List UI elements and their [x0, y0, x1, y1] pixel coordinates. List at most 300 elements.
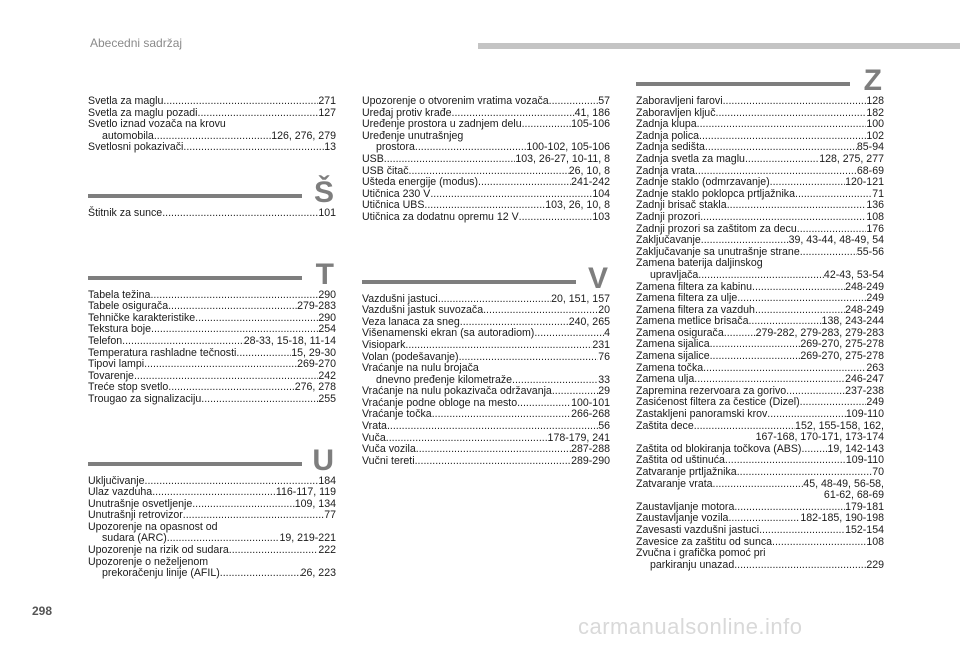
index-entry	[88, 301, 336, 313]
letter-rule	[88, 276, 302, 280]
entry-text: Utičnica za dodatnu opremu 12 V	[362, 210, 519, 223]
index-entry	[88, 142, 336, 154]
dot-leader	[737, 467, 873, 479]
entry-text: Zaustavljanje vozila	[636, 512, 729, 525]
entry-pages: 231	[592, 338, 610, 351]
entry-pages: 182-185, 190-198	[800, 512, 884, 525]
page-number: 298	[32, 604, 53, 618]
entry-text: Upozorenje o otvorenim vratima vozača	[362, 95, 549, 107]
entry-pages: 246-247	[845, 373, 884, 386]
entry-text: Zamena točka	[636, 361, 704, 374]
index-entry	[362, 177, 610, 189]
entry-text-continued: automobila	[102, 129, 154, 142]
entry-text: Trougao za signalizaciju	[88, 392, 202, 405]
entry-text: Svetla za maglu	[88, 95, 164, 107]
index-entry	[636, 479, 884, 502]
entry-pages: 152, 155-158, 162,	[795, 419, 884, 432]
entry-pages: 103, 26, 10, 8	[545, 199, 610, 212]
dot-leader	[759, 525, 845, 537]
entry-pages: 108	[866, 210, 884, 223]
index-entry	[636, 467, 884, 479]
entry-pages: 176	[866, 222, 884, 235]
entry-pages: 254	[318, 323, 336, 336]
entry-text: Zamena metlice brisača	[636, 315, 749, 328]
entry-pages: 109, 134	[294, 497, 336, 510]
entry-text: Uključivanje	[88, 474, 145, 487]
entry-pages: 120-121	[845, 176, 884, 189]
letter-header	[636, 56, 884, 96]
entry-pages: 271	[318, 95, 336, 107]
entry-text: Zadnja vrata	[636, 164, 695, 177]
entry-text: Zadnje staklo (odmrzavanje)	[636, 176, 770, 189]
letter-header	[362, 254, 610, 294]
entry-text: Zamena filtera za kabinu	[636, 280, 753, 293]
entry-text: Štitnik za sunce	[88, 206, 163, 219]
entry-text: Zamena filtera za ulje	[636, 292, 738, 305]
index-entry	[362, 154, 610, 166]
entry-text: Zvučna i grafička pomoć pri	[636, 547, 766, 560]
entry-text: Svetlosni pokazivači	[88, 141, 184, 154]
index-entry	[88, 208, 336, 220]
letter-rule	[88, 462, 302, 466]
entry-text: Unutrašnji retrovizor	[88, 509, 183, 522]
entry-pages: 128	[866, 95, 884, 107]
entry-pages: 108	[866, 535, 884, 548]
dot-leader	[168, 301, 297, 313]
entry-pages: 100-101	[571, 396, 610, 409]
entry-text: Unutrašnje osvetljenje	[88, 497, 193, 510]
letter-rule	[88, 194, 302, 198]
entry-pages: 19, 142-143	[827, 442, 884, 455]
entry-pages: 229	[866, 558, 884, 571]
dot-leader	[236, 348, 291, 360]
index-section	[362, 96, 610, 224]
entry-pages: 45, 48-49, 56-58,	[803, 477, 884, 490]
entry-text: Zaključavanje sa unutrašnje strane	[636, 245, 800, 258]
dot-leader	[767, 409, 846, 421]
entry-text: Zadnja sedišta	[636, 141, 705, 154]
dot-leader	[192, 499, 295, 511]
index-entry	[636, 258, 884, 281]
entry-text: Zaštita dece	[636, 419, 694, 432]
entry-pages: 269-270	[297, 358, 336, 371]
index-entry	[636, 235, 884, 247]
entry-text: Zamena ulja	[636, 373, 695, 386]
entry-pages: 103	[592, 210, 610, 223]
entry-list	[88, 208, 336, 220]
dot-leader	[725, 455, 846, 467]
dot-leader	[459, 352, 599, 364]
dot-leader	[201, 394, 318, 406]
section-letter: T	[315, 257, 334, 291]
dot-leader	[195, 313, 318, 325]
index-entry	[88, 394, 336, 406]
entry-pages: 20, 151, 157	[551, 292, 610, 305]
entry-list	[362, 96, 610, 224]
dot-leader	[432, 409, 571, 421]
index-section	[362, 254, 610, 468]
entry-list	[636, 96, 884, 571]
index-entry	[362, 409, 610, 421]
entry-text: Zavesasti vazdušni jastuci	[636, 523, 760, 536]
entry-pages: 105-106	[571, 118, 610, 131]
dot-leader	[549, 96, 599, 108]
entry-text: Volan (podešavanje)	[362, 350, 459, 363]
index-entry	[636, 154, 884, 166]
dot-leader	[752, 282, 845, 294]
entry-pages: 279-282, 279-283, 279-283	[755, 326, 884, 339]
index-entry	[88, 336, 336, 348]
index-entry	[88, 487, 336, 499]
index-entry	[362, 212, 610, 224]
entry-pages: 241-242	[571, 176, 610, 189]
entry-list	[88, 290, 336, 406]
entry-pages: 42-43, 53-54	[823, 268, 884, 281]
entry-pages: 240, 265	[568, 315, 610, 328]
dot-leader	[405, 340, 592, 352]
entry-text: Zamena baterija daljinskog	[636, 257, 763, 270]
section-letter: Z	[863, 64, 882, 97]
index-entry	[362, 340, 610, 352]
index-entry	[636, 177, 884, 189]
entry-text: Temperatura rashladne tečnosti	[88, 346, 237, 359]
letter-header	[88, 250, 336, 290]
entry-text: Vuča vozila	[362, 443, 416, 456]
dot-leader	[415, 456, 572, 468]
section-letter: U	[312, 443, 334, 477]
letter-header	[88, 436, 336, 476]
entry-text: Zamena osigurača	[636, 326, 724, 339]
dot-leader	[727, 200, 867, 212]
entry-pages: 55-56	[856, 245, 884, 258]
entry-text: Upozorenje na opasnost od	[88, 520, 218, 533]
entry-text: Tabele osigurača	[88, 300, 169, 313]
entry-text: Vraćanje točka	[362, 408, 432, 421]
dot-leader	[517, 398, 571, 410]
entry-text: Zadnji prozori	[636, 210, 701, 223]
entry-list	[88, 476, 336, 580]
dot-leader	[122, 336, 244, 348]
entry-text: Zadnji prozori sa zaštitom za decu	[636, 222, 797, 235]
entry-text-continued: prostora	[376, 141, 415, 154]
dot-leader	[724, 328, 756, 340]
dot-leader	[522, 119, 572, 131]
index-column-2	[362, 96, 610, 467]
entry-text: Zamena sijalica	[636, 338, 710, 351]
dot-leader	[800, 247, 857, 259]
letter-rule	[362, 280, 576, 284]
header-title: Abecedni sadržaj	[90, 36, 183, 50]
dot-leader	[229, 545, 319, 557]
dot-leader	[713, 479, 804, 491]
index-entry	[88, 119, 336, 142]
entry-pages: 33	[598, 373, 610, 386]
entry-pages: 109-110	[845, 408, 884, 421]
entry-text: Vazdušni jastuci	[362, 292, 438, 305]
entry-text-continued: prekoračenju linije (AFIL)	[102, 567, 220, 580]
entry-pages: 179-181	[845, 500, 884, 513]
entry-pages: 279-283	[297, 300, 336, 313]
dot-leader	[710, 351, 801, 363]
dot-leader	[150, 290, 318, 302]
index-column-3	[636, 56, 884, 571]
entry-text: Tovarenje	[88, 369, 134, 382]
dot-leader	[699, 131, 866, 143]
entry-pages: 26, 10, 8	[568, 164, 610, 177]
index-entry	[88, 545, 336, 557]
entry-text: Zaštita od blokiranja točkova (ABS)	[636, 442, 802, 455]
dot-leader	[723, 96, 867, 108]
entry-text: Uređenje prostora u zadnjem delu	[362, 118, 522, 131]
entry-pages: 13	[324, 141, 336, 154]
index-section	[88, 168, 336, 220]
entry-pages: 39, 43-44, 48-49, 54	[788, 234, 884, 247]
entry-pages: 237-238	[845, 384, 884, 397]
section-letter: V	[587, 261, 608, 295]
index-column-1	[88, 96, 336, 580]
index-entry	[362, 456, 610, 468]
entry-pages: 136	[866, 199, 884, 212]
entry-text: Svetla za maglu pozadi	[88, 106, 198, 119]
index-section	[88, 436, 336, 580]
entry-text: USB čitač	[362, 164, 409, 177]
entry-pages: 103, 26-27, 10-11, 8	[515, 152, 610, 165]
dot-leader	[152, 487, 276, 499]
index-section	[636, 56, 884, 571]
entry-text: Tipovi lampi	[88, 358, 145, 371]
entry-pages-continued: 167-168, 170-171, 173-174	[755, 431, 884, 444]
index-entry	[88, 557, 336, 580]
entry-text: USB	[362, 152, 384, 165]
entry-pages: 269-270, 275-278	[800, 338, 884, 351]
entry-pages: 104	[592, 187, 610, 200]
entry-text: Zamena sijalice	[636, 350, 710, 363]
index-section	[88, 250, 336, 406]
entry-pages: 287-288	[571, 443, 610, 456]
entry-pages: 28-33, 15-18, 11-14	[243, 334, 336, 347]
dot-leader	[415, 142, 526, 154]
entry-text-continued: parkiranju unazad	[650, 558, 735, 571]
index-entry	[362, 131, 610, 154]
entry-text: Zapremina rezervoara za gorivo	[636, 384, 787, 397]
entry-pages: 127	[318, 106, 336, 119]
dot-leader	[483, 305, 598, 317]
entry-text: Upozorenje o neželjenom	[88, 555, 209, 568]
entry-pages: 19, 219-221	[279, 532, 336, 545]
entry-text: Zamena filtera za vazduh	[636, 303, 755, 316]
entry-text: Višenamenski ekran (sa autoradiom)	[362, 327, 535, 340]
entry-text: Telefon	[88, 334, 123, 347]
entry-text: Zadnja svetla za maglu	[636, 152, 745, 165]
entry-text: Zaključavanje	[636, 234, 701, 247]
dot-leader	[163, 96, 318, 108]
entry-text: Veza lanaca za sneg	[362, 315, 460, 328]
entry-text: Zaboravljen ključ	[636, 106, 716, 119]
entry-text: Zastakljeni panoramski krov	[636, 408, 768, 421]
dot-leader	[384, 154, 516, 166]
index-entry	[362, 421, 610, 433]
entry-pages: 57	[598, 95, 610, 107]
section-letter: Š	[313, 175, 334, 209]
entry-pages: 242	[318, 369, 336, 382]
entry-text: Vučni tereti	[362, 454, 415, 467]
entry-text: Zadnja polica	[636, 129, 700, 142]
entry-pages: 184	[318, 474, 336, 487]
index-entry	[636, 548, 884, 571]
index-entry	[636, 351, 884, 363]
entry-pages: 101	[318, 206, 336, 219]
entry-pages: 249	[866, 292, 884, 305]
entry-pages: 248-249	[845, 280, 884, 293]
dot-leader	[387, 421, 598, 433]
entry-pages: 76	[598, 350, 610, 363]
dot-leader	[795, 189, 872, 201]
entry-pages: 85-94	[856, 141, 884, 154]
entry-text: Tehničke karakteristike	[88, 311, 196, 324]
letter-header	[88, 168, 336, 208]
entry-text: Vuča	[362, 431, 386, 444]
entry-pages: 138, 243-244	[821, 315, 884, 328]
entry-pages: 182	[866, 106, 884, 119]
entry-pages: 290	[318, 311, 336, 324]
dot-leader	[801, 444, 827, 456]
entry-text: Vrata	[362, 420, 387, 433]
index-entry	[88, 522, 336, 545]
entry-pages: 266-268	[571, 408, 610, 421]
index-entry	[636, 293, 884, 305]
index-entry	[362, 96, 610, 108]
dot-leader	[716, 108, 867, 120]
entry-pages: 4	[604, 327, 610, 340]
entry-text: Utičnica UBS	[362, 199, 425, 212]
entry-text: Uređaj protiv krađe	[362, 106, 452, 119]
entry-text: Zaustavljanje motora	[636, 500, 735, 513]
entry-list	[362, 294, 610, 468]
entry-text: Vraćanje na nulu pokazivača održavanja	[362, 385, 552, 398]
entry-pages: 276, 278	[294, 381, 336, 394]
entry-text: Visiopark	[362, 338, 406, 351]
entry-text: Tekstura boje	[88, 323, 152, 336]
entry-text: Zadnje staklo poklopca prtljažnika	[636, 187, 795, 200]
entry-pages: 249	[866, 396, 884, 409]
entry-text: Zaštita od uštinuća	[636, 454, 725, 467]
entry-text: Treće stop svetlo	[88, 381, 169, 394]
entry-pages: 102	[866, 129, 884, 142]
entry-text: Tabela težina	[88, 288, 151, 301]
entry-text: Vazdušni jastuk suvozača	[362, 304, 484, 317]
dot-leader	[710, 339, 801, 351]
entry-text: Zadnja klupa	[636, 118, 697, 131]
entry-pages: 290	[318, 288, 336, 301]
entry-pages: 68-69	[856, 164, 884, 177]
entry-text: Vraćanje podne obloge na mesto	[362, 396, 518, 409]
dot-leader	[698, 270, 824, 282]
entry-pages: 100	[866, 118, 884, 131]
entry-text: Zavesice za zaštitu od sunca	[636, 535, 773, 548]
entry-text: Zasićenost filtera za čestice (Dizel)	[636, 396, 800, 409]
index-section	[88, 96, 336, 154]
dot-leader	[416, 444, 571, 456]
watermark: carmanualsonline.info	[578, 614, 803, 639]
entry-pages: 222	[318, 544, 336, 557]
dot-leader	[703, 363, 866, 375]
entry-pages: 126, 276, 279	[271, 129, 336, 142]
entry-text: Zadnji brisač stakla	[636, 199, 727, 212]
entry-pages: 128, 275, 277	[819, 152, 884, 165]
entry-pages: 26, 223	[300, 567, 336, 580]
entry-text: Utičnica 230 V	[362, 187, 431, 200]
entry-text: Zatvaranje prtljažnika	[636, 466, 737, 478]
entry-pages: 289-290	[571, 454, 610, 467]
dot-leader	[697, 119, 867, 131]
entry-pages: 41, 186	[574, 106, 610, 119]
index-entry	[636, 96, 884, 108]
entry-pages: 178-179, 241	[547, 431, 610, 444]
entry-pages: 109-110	[845, 454, 884, 467]
entry-text: Vraćanje na nulu brojača	[362, 362, 479, 375]
entry-pages-continued: 61-62, 68-69	[823, 489, 884, 502]
entry-text: Svetlo iznad vozača na krovu	[88, 118, 226, 131]
dot-leader	[772, 537, 866, 549]
entry-pages: 56	[598, 420, 610, 433]
dot-leader	[700, 212, 866, 224]
letter-rule	[636, 82, 850, 86]
dot-leader	[162, 208, 318, 220]
entry-text: Ulaz vazduha	[88, 486, 153, 499]
entry-pages: 255	[318, 392, 336, 405]
dot-leader	[144, 359, 297, 371]
entry-pages: 248-249	[845, 303, 884, 316]
entry-text-continued: upravljača	[650, 268, 699, 281]
entry-text: Zatvaranje vrata	[636, 477, 713, 490]
index-entry	[636, 421, 884, 444]
entry-pages: 263	[866, 361, 884, 374]
entry-pages: 20	[598, 304, 610, 317]
entry-text-continued: dnevno pređenje kilometraže	[376, 373, 513, 386]
dot-leader	[478, 177, 571, 189]
entry-pages: 15, 29-30	[291, 346, 336, 359]
dot-leader	[734, 560, 866, 572]
entry-pages: 77	[324, 509, 336, 522]
dot-leader	[770, 177, 845, 189]
entry-text-continued: sudara (ARC)	[102, 532, 167, 545]
entry-pages: 152-154	[845, 523, 884, 536]
entry-text: Uređenje unutrašnjeg	[362, 129, 464, 142]
dot-leader	[701, 235, 789, 247]
entry-pages: 100-102, 105-106	[526, 141, 610, 154]
entry-pages: 116-117, 119	[275, 486, 336, 499]
dot-leader	[745, 154, 819, 166]
index-entry	[636, 212, 884, 224]
index-entry	[88, 359, 336, 371]
header-bar	[478, 43, 960, 49]
entry-text: Zaboravljeni farovi	[636, 95, 723, 107]
entry-pages: 71	[872, 187, 884, 200]
entry-pages: 29	[598, 385, 610, 398]
entry-pages: 269-270, 275-278	[800, 350, 884, 363]
index-entry	[362, 363, 610, 386]
entry-list	[88, 96, 336, 154]
index-entry	[636, 409, 884, 421]
index-entry	[362, 305, 610, 317]
entry-pages: 70	[872, 466, 884, 478]
index-entry	[88, 96, 336, 108]
entry-text: Upozorenje na rizik od sudara	[88, 544, 229, 557]
dot-leader	[519, 212, 593, 224]
dot-leader	[183, 142, 324, 154]
dot-leader	[737, 293, 866, 305]
entry-text: Ušteda energije (modus)	[362, 176, 478, 189]
